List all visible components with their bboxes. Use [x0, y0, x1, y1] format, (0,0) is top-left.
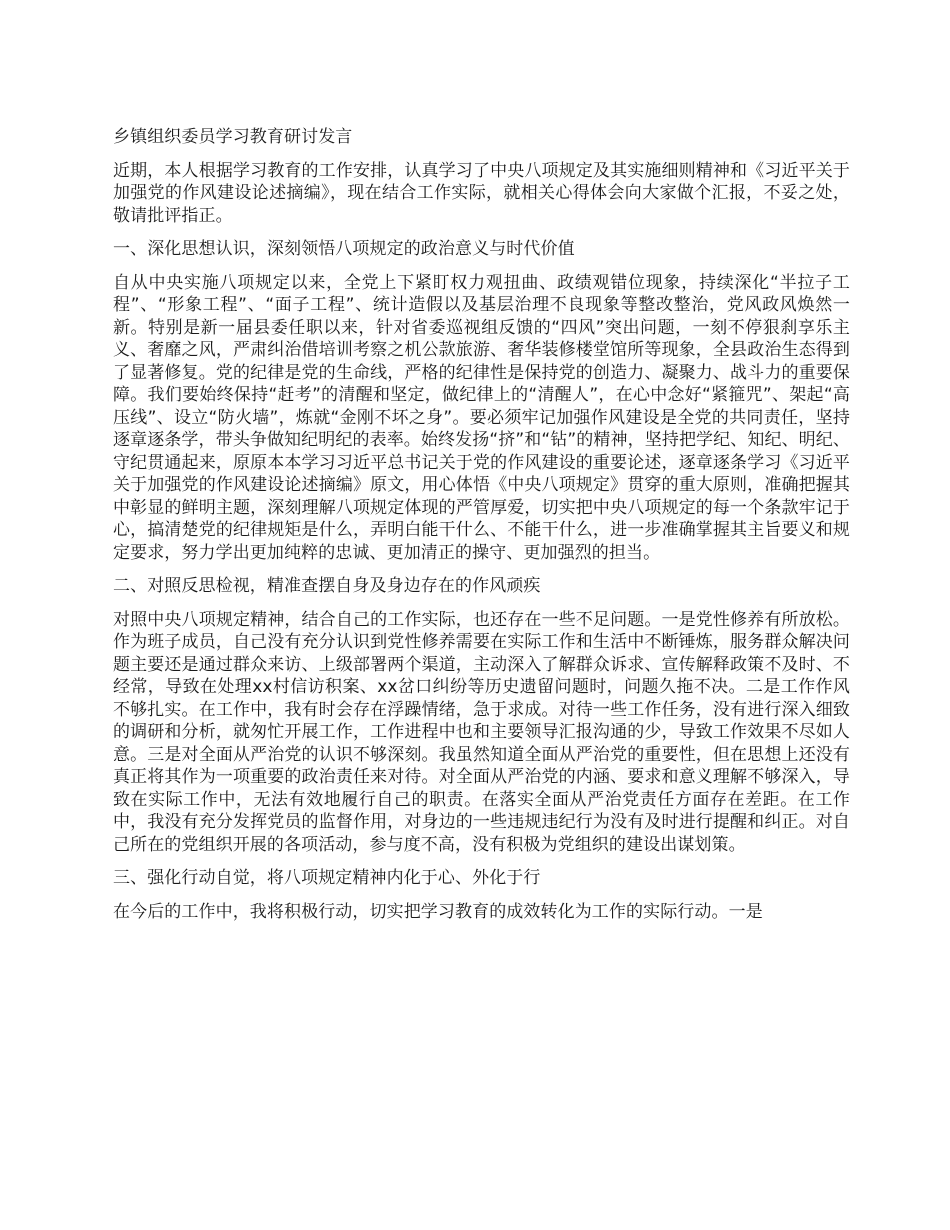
section-1-heading: 一、深化思想认识，深刻领悟八项规定的政治意义与时代价值: [113, 239, 575, 259]
document-page: [113, 126, 850, 934]
section-3-heading: 三、强化行动自觉，将八项规定精神内化于心、外化于行: [113, 868, 541, 888]
document-title: 乡镇组织委员学习教育研讨发言: [113, 127, 353, 147]
intro-paragraph: 近期，本人根据学习教育的工作安排，认真学习了中央八项规定及其实施细则精神和《习近平关于加强党的作风建设论述摘编》，现在结合工作实际，就相关心得体会向大家做个汇报，不妥之处，敬请批评指正。: [113, 160, 850, 226]
section-2-body: 对照中央八项规定精神，结合自己的工作实际，也还存在一些不足问题。一是党性修养有所放松。作为班子成员，自己没有充分认识到党性修养需要在实际工作和生活中不断锤炼，服务群众解决问题主要还是通过群众来访、上级部署两个渠道，主动深入了解群众诉求、宣传解释政策不及时、不经常，导致在处理xx村信访积案、xx岔口纠纷等历史遗留问题时，问题久拖不决。二是工作作风不够扎实。在工作中，我有时会存在浮躁情绪，急于求成。对待一些工作任务，没有进行深入细致的调研和分析，就匆忙开展工作，工作进程中也和主要领导汇报沟通的少，导致工作效果不尽如人意。三是对全面从严治党的认识不够深刻。我虽然知道全面从严治党的重要性，但在思想上还没有真正将其作为一项重要的政治责任来对待。对全面从严治党的内涵、要求和意义理解不够深入，导致在实际工作中，无法有效地履行自己的职责。在落实全面从严治党责任方面存在差距。在工作中，我没有充分发挥党员的监督作用，对身边的一些违规违纪行为没有及时进行提醒和纠正。对自己所在的党组织开展的各项活动，参与度不高，没有积极为党组织的建设出谋划策。: [113, 609, 850, 855]
section-1-body: 自从中央实施八项规定以来，全党上下紧盯权力观扭曲、政绩观错位现象，持续深化“半拉子工程”、“形象工程”、“面子工程”、统计造假以及基层治理不良现象等整改整治，党风政风焕然一新。特别是新一届县委任职以来，针对省委巡视组反馈的“四风”突出问题，一刻不停狠刹享乐主义、奢靡之风，严肃纠治借培训考察之机公款旅游、奢华装修楼堂馆所等现象，全县政治生态得到了显著修复。党的纪律是党的生命线，严格的纪律性是保持党的创造力、凝聚力、战斗力的重要保障。我们要始终保持“赶考”的清醒和坚定，做纪律上的“清醒人”，在心中念好“紧箍咒”、架起“高压线”、设立“防火墙”，炼就“金刚不坏之身”。要必须牢记加强作风建设是全党的共同责任，坚持逐章逐条学，带头争做知纪明纪的表率。始终发扬“挤”和“钻”的精神，坚持把学纪、知纪、明纪、守纪贯通起来，原原本本学习习近平总书记关于党的作风建设的重要论述，逐章逐条学习《习近平关于加强党的作风建设论述摘编》原文，用心体悟《中央八项规定》贯穿的重大原则，准确把握其中彰显的鲜明主题，深刻理解八项规定体现的严管厚爱，切实把中央八项规定的每一个条款牢记于心，搞清楚党的纪律规矩是什么，弄明白能干什么、不能干什么，进一步准确掌握其主旨要义和规定要求，努力学出更加纯粹的忠诚、更加清正的操守、更加强烈的担当。: [113, 272, 850, 563]
section-2-heading: 二、对照反思检视，精准查摆自身及身边存在的作风顽疾: [113, 576, 541, 596]
section-3-body: 在今后的工作中，我将积极行动，切实把学习教育的成效转化为工作的实际行动。一是: [113, 901, 763, 922]
